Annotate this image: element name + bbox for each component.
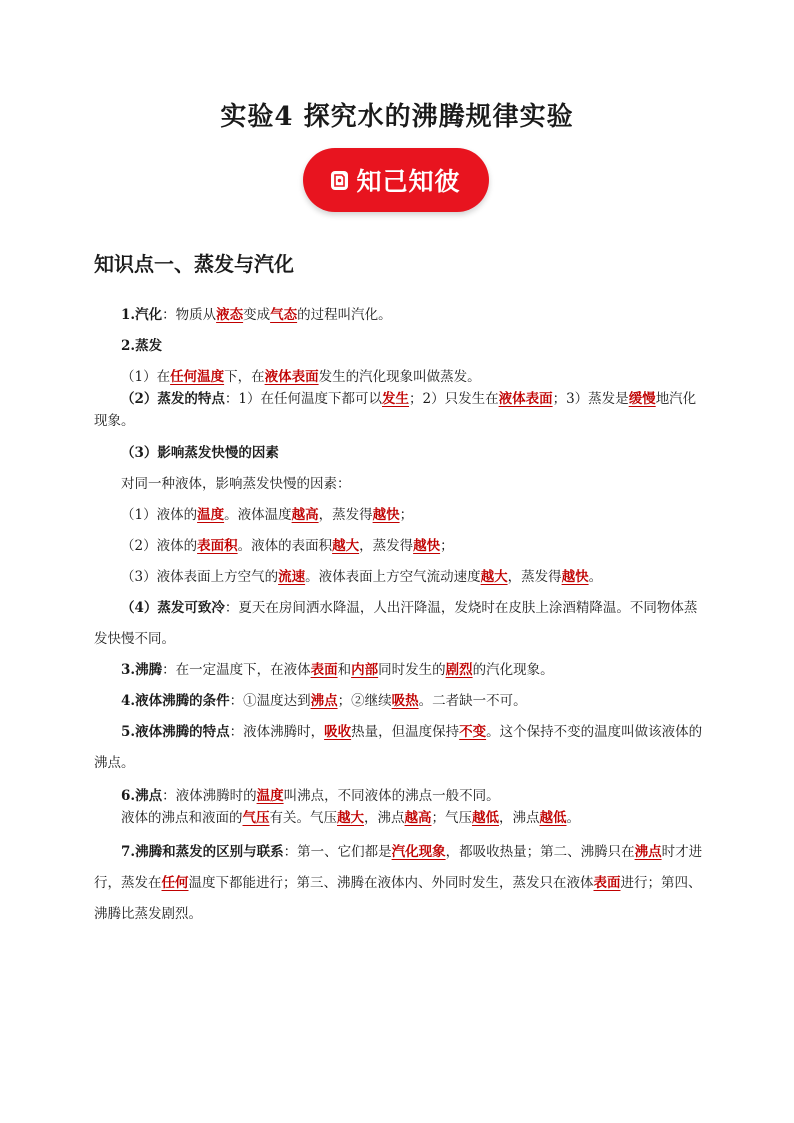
paragraph-boiling-point: 6.沸点：液体沸腾时的温度叫沸点，不同液体的沸点一般不同。 [121, 788, 500, 804]
paragraph-vaporization: 1.汽化：物质从液态变成气态的过程叫汽化。 [121, 307, 392, 323]
paragraph-boiling: 3.沸腾：在一定温度下，在液体表面和内部同时发生的剧烈的汽化现象。 [121, 662, 554, 678]
page-title: 实验4 探究水的沸腾规律实验 [220, 102, 574, 132]
paragraph-factors-heading: （3）影响蒸发快慢的因素 [121, 445, 279, 461]
paragraph-factor-area: （2）液体的表面积。液体的表面积越大，蒸发得越快； [121, 538, 454, 554]
paragraph-evaporation-heading: 2.蒸发 [121, 338, 163, 354]
paragraph-cooling: （4）蒸发可致冷：夏天在房间洒水降温，人出汗降温，发烧时在皮肤上涂酒精降温。不同物体蒸发快慢不同。 [94, 600, 698, 647]
paragraph-comparison: 7.沸腾和蒸发的区别与联系：第一、它们都是汽化现象，都吸收热量；第二、沸腾只在沸点时才进行，蒸发在任何温度下都能进行；第三、沸腾在液体内、外同时发生，蒸发只在液体表面进行；第四、沸腾比蒸发剧烈。 [94, 844, 703, 922]
paragraph-evaporation-features: （2）蒸发的特点：1）在任何温度下都可以发生；2）只发生在液体表面；3）蒸发是缓慢地汽化现象。 [94, 391, 697, 429]
paragraph-pressure: 液体的沸点和液面的气压有关。气压越大，沸点越高；气压越低，沸点越低。 [121, 810, 580, 826]
paragraph-boiling-conditions: 4.液体沸腾的条件：①温度达到沸点；②继续吸热。二者缺一不可。 [121, 693, 527, 709]
paragraph-factors-intro: 对同一种液体，影响蒸发快慢的因素： [121, 476, 351, 492]
content-body [94, 300, 704, 930]
section-heading: 知识点一、蒸发与汽化 [94, 252, 294, 276]
paragraph-factor-temperature: （1）液体的温度。液体温度越高，蒸发得越快； [121, 507, 414, 523]
badge-label: 知己知彼 [356, 167, 461, 196]
paragraph-evaporation-definition: （1）在任何温度下，在液体表面发生的汽化现象叫做蒸发。 [121, 369, 481, 385]
section-badge [303, 148, 489, 212]
book-icon [331, 171, 348, 190]
paragraph-factor-airflow: （3）液体表面上方空气的流速。液体表面上方空气流动速度越大，蒸发得越快。 [121, 569, 603, 585]
paragraph-boiling-features: 5.液体沸腾的特点：液体沸腾时，吸收热量，但温度保持不变。这个保持不变的温度叫做该液体的沸点。 [94, 724, 703, 771]
